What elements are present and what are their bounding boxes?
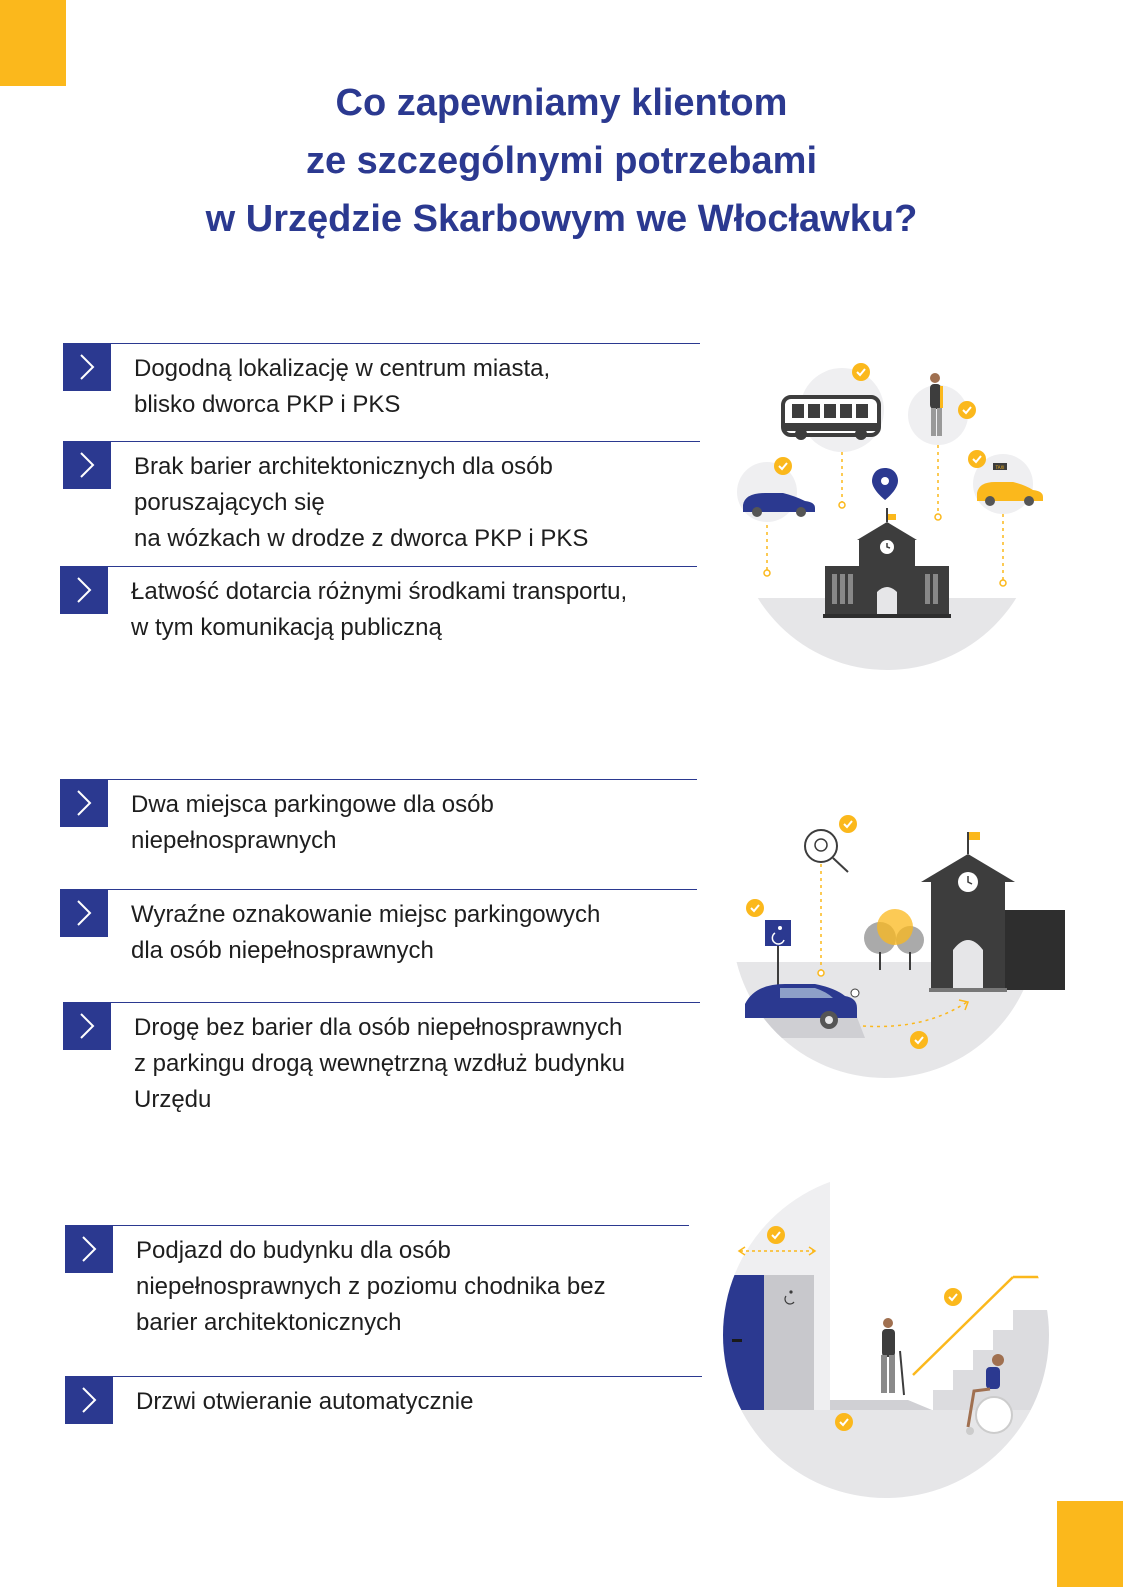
item-line: Podjazd do budynku dla osób [136, 1237, 451, 1264]
check-icon [944, 1288, 962, 1306]
check-icon [910, 1031, 928, 1049]
item-line: z parkingu drogą wewnętrzną wzdłuż budynku [134, 1050, 625, 1077]
chevron-right-icon [60, 889, 108, 937]
chevron-right-icon [63, 1002, 111, 1050]
item-text [136, 1384, 473, 1420]
item-rule [111, 441, 700, 442]
item-line: poruszających się [134, 489, 325, 516]
feature-item-parking-signage [60, 889, 697, 969]
item-line: w tym komunikacją publiczną [131, 614, 442, 641]
feature-item-transport [60, 566, 697, 646]
office-building-icon [921, 832, 1065, 992]
chevron-right-icon [65, 1376, 113, 1424]
item-line: Urzędu [134, 1086, 212, 1113]
item-rule [113, 1376, 702, 1377]
illustration-parking [735, 812, 1065, 1082]
feature-item-no-barriers [63, 441, 700, 557]
item-text [134, 351, 550, 423]
item-line: Dwa miejsca parkingowe dla osób [131, 791, 494, 818]
check-icon [767, 1226, 785, 1244]
item-text [134, 449, 588, 557]
bus-icon [783, 397, 879, 440]
item-rule [111, 1002, 700, 1003]
feature-item-automatic-doors [65, 1376, 702, 1436]
check-icon [968, 450, 986, 468]
item-line: Wyraźne oznakowanie miejsc parkingowych [131, 901, 601, 928]
feature-item-barrier-free-path [63, 1002, 700, 1118]
location-pin-icon [872, 468, 898, 500]
item-rule [113, 1225, 689, 1226]
corner-accent-bottom-right [1057, 1501, 1123, 1587]
illustration-entrance [718, 1165, 1063, 1500]
item-line: Drzwi otwieranie automatycznie [136, 1388, 474, 1415]
office-building-icon [823, 508, 951, 618]
chevron-right-icon [63, 441, 111, 489]
item-rule [108, 889, 697, 890]
chevron-right-icon [60, 779, 108, 827]
chevron-right-icon [63, 343, 111, 391]
check-icon [774, 457, 792, 475]
title-line-3: w Urzędzie Skarbowym we Włocławku? [205, 198, 918, 240]
item-line: niepełnosprawnych [131, 827, 337, 854]
feature-item-parking-spots [60, 779, 697, 859]
item-line: Brak barier architektonicznych dla osób [134, 453, 553, 480]
item-text [136, 1233, 606, 1341]
check-icon [835, 1413, 853, 1431]
item-rule [111, 343, 700, 344]
check-icon [839, 815, 857, 833]
taxi-label: TAXI [995, 465, 1005, 470]
chevron-right-icon [65, 1225, 113, 1273]
item-line: barier architektonicznych [136, 1309, 402, 1336]
feature-item-ramp [65, 1225, 689, 1341]
search-accessibility-icon [805, 830, 848, 872]
item-line: na wózkach w drodze z dworca PKP i PKS [134, 525, 589, 552]
item-line: blisko dworca PKP i PKS [134, 391, 401, 418]
item-line: Łatwość dotarcia różnymi środkami transportu, [131, 578, 628, 605]
item-line: Drogę bez barier dla osób niepełnosprawnych [134, 1014, 623, 1041]
illustration-transport [735, 360, 1065, 680]
item-line: niepełnosprawnych z poziomu chodnika bez [136, 1273, 606, 1300]
item-line: Dogodną lokalizację w centrum miasta, [134, 355, 551, 382]
check-icon [958, 401, 976, 419]
item-rule [108, 566, 697, 567]
check-icon [746, 899, 764, 917]
trees-icon [864, 909, 924, 970]
item-rule [108, 779, 697, 780]
item-text [131, 787, 494, 859]
check-icon [852, 363, 870, 381]
item-text [131, 897, 600, 969]
title-line-2: ze szczególnymi potrzebami [305, 140, 817, 182]
page-title [0, 74, 1123, 248]
title-line-1: Co zapewniamy klientom [335, 82, 788, 124]
chevron-right-icon [60, 566, 108, 614]
item-text [131, 574, 627, 646]
item-line: dla osób niepełnosprawnych [131, 937, 434, 964]
item-text [134, 1010, 625, 1118]
feature-item-location [63, 343, 700, 423]
